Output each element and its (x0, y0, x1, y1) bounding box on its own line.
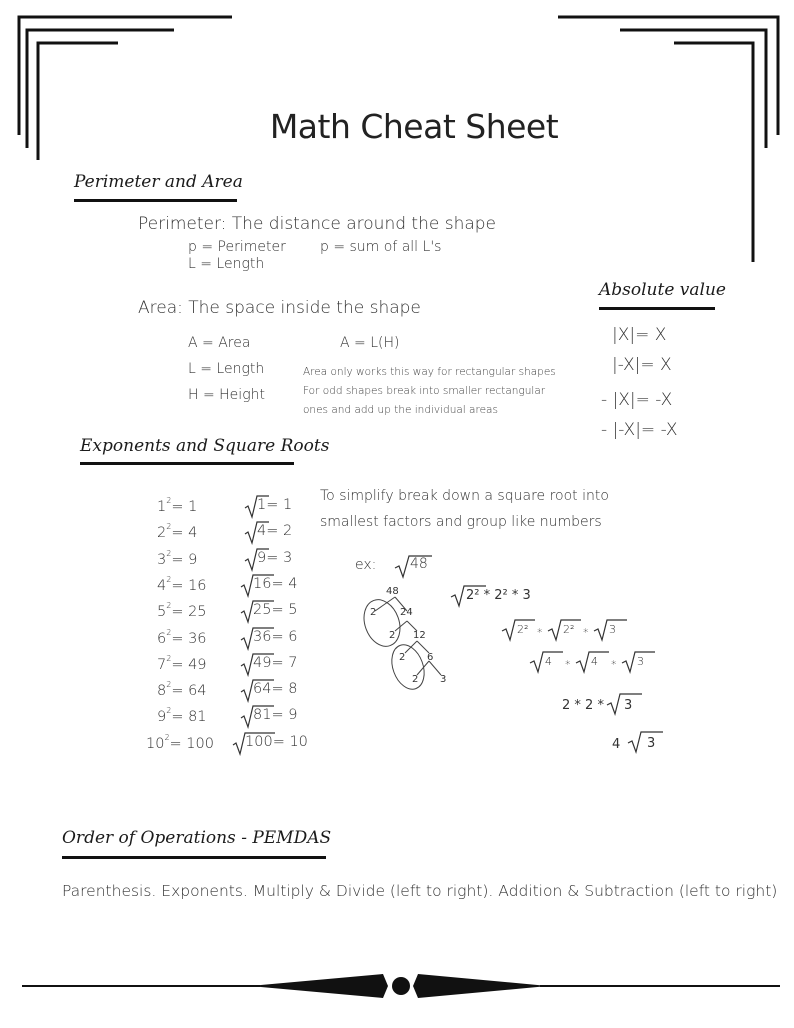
square-root-row (253, 629, 297, 645)
square-result: = 36 (171, 630, 207, 647)
area-height-variable: H = Height (188, 387, 265, 403)
square-root-row (257, 523, 292, 539)
square-row (157, 498, 197, 515)
square-row (157, 548, 198, 568)
square-result: = 64 (171, 682, 207, 699)
simplify-text-1: To simplify break down a square root into (320, 488, 609, 504)
root-result: = 10 (272, 733, 308, 750)
square-row (157, 682, 207, 699)
square-root-row (257, 497, 292, 513)
step5-radicand: 3 (647, 736, 656, 751)
square-row (157, 603, 207, 620)
square-result: = 9 (171, 551, 198, 568)
root-result: = 8 (271, 681, 298, 698)
root-result: = 7 (271, 654, 298, 671)
radicand: 2² (563, 623, 575, 636)
example-radical-sign (394, 554, 434, 580)
square-result: = 16 (171, 577, 207, 594)
tree-node-12: 12 (413, 630, 426, 641)
square-root-row (257, 550, 292, 566)
tree-node-2b: 2 (389, 630, 396, 641)
square-base: 3 (157, 551, 167, 568)
absolute-value-row-2: |-X|= X (612, 355, 672, 375)
tree-node-2c: 2 (399, 652, 406, 663)
square-base: 9 (157, 709, 167, 726)
square-exponent: 2 (166, 548, 172, 558)
step4-radicand: 3 (624, 698, 633, 713)
absolute-value-row-1: |X|= X (612, 325, 667, 345)
square-row (157, 574, 207, 594)
square-result: = 49 (171, 656, 207, 673)
square-row (157, 708, 207, 725)
square-exponent: 2 (166, 706, 172, 716)
square-exponent: 2 (166, 601, 172, 611)
root-radicand: 81 (253, 707, 272, 724)
pemdas-underline (62, 856, 326, 859)
pemdas-heading: Order of Operations - PEMDAS (62, 828, 332, 848)
square-row (157, 627, 207, 647)
tree-node-2d: 2 (412, 674, 419, 685)
square-result: = 4 (171, 525, 198, 542)
area-variable: A = Area (188, 335, 251, 351)
area-formula: A = L(H) (340, 335, 400, 351)
tree-node-6: 6 (427, 652, 434, 663)
root-radicand: 36 (253, 628, 272, 645)
root-radicand: 64 (253, 681, 272, 698)
root-radicand: 25 (253, 602, 272, 619)
tree-node-2a: 2 (370, 607, 377, 618)
multiply-sign: * (583, 626, 589, 639)
exponents-heading: Exponents and Square Roots (80, 436, 330, 456)
square-exponent: 2 (166, 653, 172, 663)
page-title: Math Cheat Sheet (269, 107, 559, 146)
area-note-2: For odd shapes break into smaller rectangular (303, 385, 546, 397)
root-result: = 3 (266, 549, 293, 566)
square-base: 4 (157, 577, 167, 594)
radicand: 3 (609, 623, 616, 636)
simplify-text-2: smallest factors and group like numbers (320, 514, 602, 530)
example-radicand: 48 (410, 556, 428, 572)
root-radicand: 100 (245, 733, 273, 750)
square-exponent: 2 (164, 732, 170, 742)
area-length-variable: L = Length (188, 361, 265, 377)
tree-node-48: 48 (386, 586, 399, 597)
square-exponent: 2 (166, 496, 172, 505)
perimeter-formula: p = sum of all L's (320, 239, 442, 255)
root-radicand: 16 (253, 575, 272, 592)
root-result: = 6 (271, 628, 298, 645)
radicand: 2² (517, 623, 529, 636)
root-radicand: 4 (257, 523, 267, 540)
root-result: = 9 (271, 707, 298, 724)
square-base: 1 (157, 498, 167, 515)
multiply-sign: * (611, 658, 617, 671)
root-result: = 2 (266, 523, 293, 540)
perimeter-definition: Perimeter: The distance around the shape (138, 214, 497, 234)
radicand: 3 (637, 655, 644, 668)
radicand: 4 (545, 655, 552, 668)
root-result: = 1 (266, 497, 293, 513)
step4-prefix: 2 * 2 * (562, 698, 604, 713)
square-root-row (253, 655, 297, 671)
pemdas-text: Parenthesis. Exponents. Multiply & Divide (left to right). Addition & Subtraction (left to right) (62, 882, 778, 900)
square-exponent: 2 (166, 680, 172, 690)
square-base: 6 (157, 630, 167, 647)
square-row (157, 524, 197, 541)
square-result: = 81 (171, 709, 207, 726)
square-base: 8 (157, 682, 167, 699)
square-root-row (253, 681, 297, 697)
multiply-sign: * (537, 626, 543, 639)
square-row (157, 653, 207, 673)
square-root-row (253, 576, 297, 592)
square-root-row (253, 602, 297, 618)
square-base: 2 (157, 525, 167, 542)
radicand: 4 (591, 655, 598, 668)
tree-node-3: 3 (440, 674, 447, 685)
square-exponent: 2 (166, 627, 172, 637)
perimeter-area-heading: Perimeter and Area (74, 172, 243, 192)
example-label: ex: (355, 557, 377, 573)
step5-prefix: 4 (612, 737, 621, 752)
area-definition: Area: The space inside the shape (138, 298, 421, 318)
square-base: 7 (157, 656, 167, 673)
factor-tree-lines (355, 585, 465, 695)
absolute-value-row-3: - |X|= -X (601, 390, 673, 410)
perimeter-area-underline (74, 199, 237, 202)
root-result: = 5 (271, 602, 298, 619)
exponents-underline (80, 462, 294, 465)
root-radicand: 9 (257, 549, 267, 566)
root-radicand: 49 (253, 654, 272, 671)
square-row (146, 732, 214, 752)
square-exponent: 2 (166, 574, 172, 584)
root-result: = 4 (271, 575, 298, 592)
step1-expression: 2² * 2² * 3 (466, 588, 531, 603)
square-result: = 25 (171, 604, 207, 621)
area-note-1: Area only works this way for rectangular shapes (303, 366, 556, 378)
perimeter-variable: p = Perimeter (188, 239, 286, 255)
absolute-value-heading: Absolute value (599, 280, 726, 300)
square-root-row (253, 707, 297, 723)
square-exponent: 2 (166, 522, 172, 532)
tree-node-24: 24 (400, 607, 413, 618)
square-result: = 1 (171, 498, 198, 515)
length-variable: L = Length (188, 256, 265, 272)
square-base: 10 (146, 735, 165, 752)
root-radicand: 1 (257, 497, 267, 513)
absolute-value-underline (599, 307, 715, 310)
square-base: 5 (157, 604, 167, 621)
absolute-value-row-4: - |-X|= -X (601, 420, 678, 440)
multiply-sign: * (565, 658, 571, 671)
area-note-3: ones and add up the individual areas (303, 404, 498, 416)
square-root-row (245, 734, 308, 750)
square-result: = 100 (169, 735, 214, 752)
